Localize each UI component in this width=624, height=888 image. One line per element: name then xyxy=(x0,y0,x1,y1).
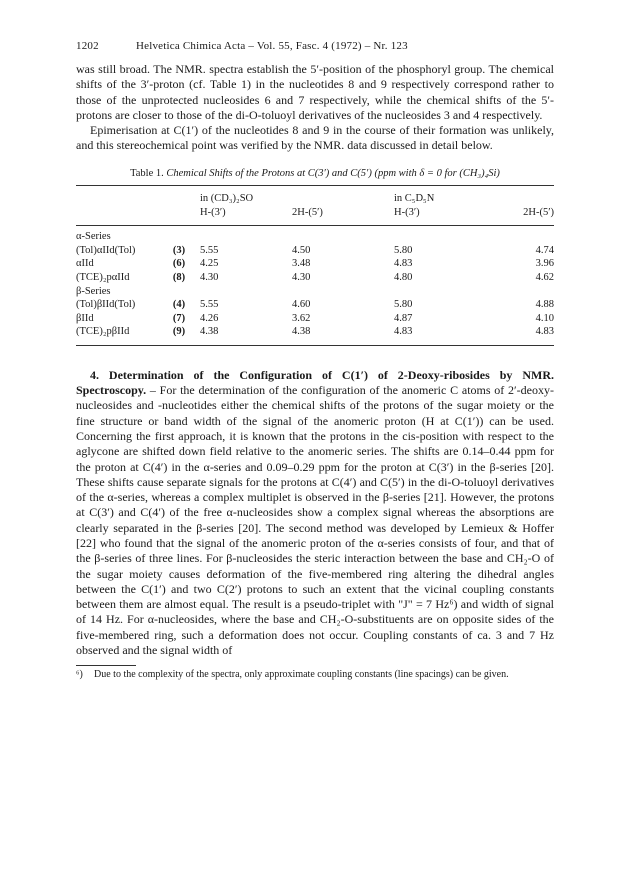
compound-number: (8) xyxy=(172,272,186,284)
page xyxy=(76,40,554,682)
table-row xyxy=(76,298,554,312)
table-cell: 4.38 xyxy=(200,326,219,338)
compound-name: (TCE)₂pβIId xyxy=(76,326,130,338)
chemical-shift-table xyxy=(76,185,554,346)
table-cell: 4.62 xyxy=(535,272,554,284)
table-cell: 5.80 xyxy=(394,299,413,311)
table-cell: 4.74 xyxy=(535,244,554,256)
footnote xyxy=(76,669,554,682)
table-cell: 4.80 xyxy=(394,272,413,284)
compound-name: βIId xyxy=(76,312,94,324)
table-caption xyxy=(76,168,554,179)
section-4 xyxy=(76,368,554,659)
solvent-1: in (CD₃)₂SO xyxy=(200,193,254,205)
compound-number: (4) xyxy=(172,299,186,311)
table-row xyxy=(76,257,554,271)
table-cell: 3.48 xyxy=(292,258,311,270)
table-cell: 4.83 xyxy=(535,326,554,338)
table-cell: 4.38 xyxy=(292,326,311,338)
table-cell: 4.83 xyxy=(394,326,413,338)
footnote-rule xyxy=(76,665,136,666)
running-header xyxy=(76,40,554,62)
table-header-solvents xyxy=(76,192,554,206)
table-caption-text: Chemical Shifts of the Protons at C(3′) and C(5′) (ppm with δ = 0 for (CH₃)₄Si) xyxy=(166,167,500,179)
compound-name: (TCE)₂pαIId xyxy=(76,272,130,284)
table-cell: 4.87 xyxy=(394,312,413,324)
table-cell: 4.50 xyxy=(292,244,311,256)
compound-name: (Tol)αIId(Tol) xyxy=(76,244,136,256)
paragraph-2: Epimerisation at C(1′) of the nucleotides 8 and 9 in the course of their formation was unlikely, and this stereochemical point was verified by the NMR. data discussed in detail below. xyxy=(76,123,554,153)
series-label-row xyxy=(76,284,554,298)
table-cell: 3.62 xyxy=(292,312,311,324)
table-row xyxy=(76,312,554,326)
section-body: – For the determination of the configuration of the anomeric C atoms of 2′-deoxy-nucleosides and -nucleotides either the chemical shifts of the protons of the sugar moiety or the fine structure or band width of the signal of the anomeric proton (H at C(1′)) can be used. Concerning the first approach, it is known that the protons in the cis-position with respect to the aglycone are shifted down field relative to the anomeric series. The shifts are 0.14–0.44 ppm for the proton at C(4′) in the α-series and 0.09–0.29 ppm for the proton at C(3′) in the β-series [20]. These shifts cause separate signals for the protons at C(4′) and C(5′) in the di-O-toluoyl derivatives of the α-series, whereas a complex multiplet is observed in the β-series [21]. However, the protons at C(3′) and C(4′) of the free α-nucleosides show a complex signal whereas the absorptions are clearly separated in the β-series [20]. The second method was developed by Lemieux & Hoffer [22] who found that the signal of the anomeric proton of the α-series consists of four, and that of the β-series of three lines. For β-nucleosides the steric interaction between the base and CH₂-O of the sugar moiety causes deformation of the five-membered ring altering the dihedral angles between the C(1′) and two C(2′) protons to such an extent that the vicinal coupling constants between them are almost equal. The result is a pseudo-triplet with "J" = 7 Hz⁶) and width of signal of 14 Hz. For α-nucleosides, where the base and CH₂-O-substituents are on opposite sides of the five-membered ring, such a deformation does not occur. Coupling constants of ca. 3 and 7 Hz observed and the signal width of xyxy=(76,383,554,658)
paragraph-1: was still broad. The NMR. spectra establish the 5′-position of the phosphoryl group. The chemical shifts of the 3′-proton (cf. Table 1) in the nucleotides 8 and 9 respectively correspond rather to those of the unprotected nucleosides 6 and 7 respectively, while the chemical shifts of the 5′-protons are closer to those of the di-O-toluoyl derivatives of the nucleosides 3 and 4 respectively. xyxy=(76,62,554,122)
table-cell: 4.60 xyxy=(292,299,311,311)
solvent-2: in C₅D₅N xyxy=(394,193,435,205)
series-label-beta: β-Series xyxy=(76,285,111,297)
table-cell: 3.96 xyxy=(535,258,554,270)
table-cell: 4.88 xyxy=(535,299,554,311)
table-header-columns xyxy=(76,205,554,219)
compound-number: (6) xyxy=(172,258,186,270)
column-header: 2H-(5′) xyxy=(523,206,554,218)
compound-number: (7) xyxy=(172,312,186,324)
table-row xyxy=(76,244,554,258)
journal-title: Helvetica Chimica Acta – Vol. 55, Fasc. 4 (1972) – Nr. 123 xyxy=(136,40,408,52)
series-label-row xyxy=(76,230,554,244)
table-cell: 4.10 xyxy=(535,312,554,324)
compound-number: (3) xyxy=(172,244,186,256)
column-header: H-(3′) xyxy=(200,206,226,218)
compound-number: (9) xyxy=(172,326,186,338)
table-cell: 4.26 xyxy=(200,312,219,324)
table-cell: 5.55 xyxy=(200,244,219,256)
compound-name: (Tol)βIId(Tol) xyxy=(76,299,136,311)
series-label-alpha: α-Series xyxy=(76,231,111,243)
table-cell: 4.30 xyxy=(292,272,311,284)
compound-name: αIId xyxy=(76,258,94,270)
table-cell: 5.55 xyxy=(200,299,219,311)
column-header: 2H-(5′) xyxy=(292,206,323,218)
table-row xyxy=(76,325,554,339)
table-cell: 5.80 xyxy=(394,244,413,256)
table-row xyxy=(76,271,554,285)
table-caption-label: Table 1. xyxy=(130,167,164,179)
column-header: H-(3′) xyxy=(394,206,420,218)
footnote-marker: ⁶) xyxy=(76,669,83,681)
table-cell: 4.83 xyxy=(394,258,413,270)
table-cell: 4.30 xyxy=(200,272,219,284)
footnote-text: Due to the complexity of the spectra, only approximate coupling constants (line spacings) can be given. xyxy=(94,669,509,681)
page-number: 1202 xyxy=(76,40,99,52)
section-heading: 4. Determination of the Configuration of C(1′) of 2-Deoxy-ribosides by NMR. Spectroscopy. xyxy=(76,367,554,398)
table-cell: 4.25 xyxy=(200,258,219,270)
